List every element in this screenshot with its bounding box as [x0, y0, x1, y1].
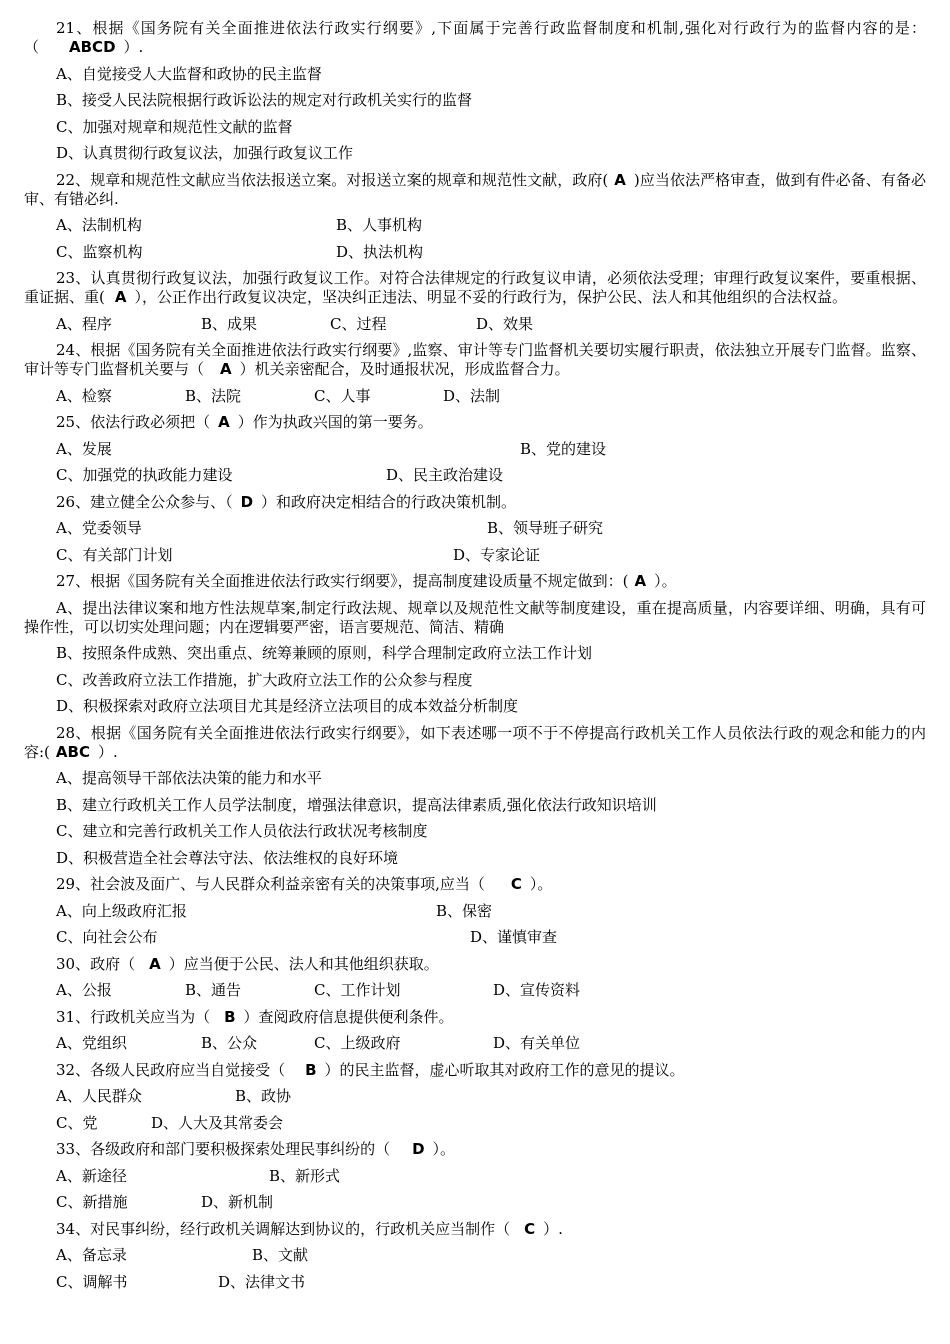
question-text-end: ），公正作出行政复议决定，坚决纠正违法、明显不妥的行政行为，保护公民、法人和其他组织的合法权益。 — [134, 288, 847, 306]
option-item: A、公报 — [56, 981, 112, 999]
question-text: 24、根据《国务院有关全面推进依法行政实行纲要》,监察、审计等专门监督机关要切实履行职责，依法独立开展专门监督。监察、审计等专门监督机关要与（ — [24, 341, 926, 378]
answer-key: A — [614, 170, 626, 189]
option-row — [24, 440, 926, 459]
question-text: 22、规章和规范性文献应当依法报送立案。对报送立案的规章和规范性文献，政府( — [56, 170, 609, 189]
option-row — [24, 796, 926, 815]
question-stem — [24, 1220, 926, 1239]
question-text: 32、各级人民政府应当自觉接受（ — [56, 1060, 286, 1079]
option-row — [24, 387, 926, 406]
answer-key: C — [510, 875, 522, 893]
question-block — [24, 413, 926, 485]
question-block — [24, 269, 926, 334]
option-item: D、谨慎审查 — [470, 928, 558, 946]
question-stem — [24, 269, 926, 307]
option-item: C、改善政府立法工作措施，扩大政府立法工作的公众参与程度 — [56, 670, 473, 689]
option-row — [24, 697, 926, 716]
option-item: B、党的建设 — [520, 439, 607, 458]
option-item: C、向社会公布 — [56, 928, 158, 946]
question-stem — [24, 1140, 926, 1159]
question-block — [24, 19, 926, 163]
option-item: B、文献 — [252, 1246, 309, 1264]
question-stem — [24, 955, 926, 974]
question-text: 29、社会波及面广、与人民群众利益亲密有关的决策事项,应当（ — [56, 875, 485, 893]
option-item: A、向上级政府汇报 — [56, 901, 187, 920]
option-item: A、自觉接受人大监督和政协的民主监督 — [56, 64, 322, 83]
option-row — [24, 1114, 926, 1133]
question-block — [24, 1220, 926, 1292]
option-item: D、法制 — [443, 386, 501, 405]
option-item: A、党组织 — [56, 1034, 127, 1052]
question-text: 27、根据《国务院有关全面推进依法行政实行纲要》，提高制度建设质量不规定做到：( — [56, 572, 629, 590]
option-item: D、执法机构 — [336, 242, 424, 261]
question-text-end: ）。 — [654, 572, 677, 590]
option-row — [24, 1273, 926, 1292]
option-row — [24, 902, 926, 921]
option-item: C、人事 — [314, 386, 371, 405]
question-block — [24, 171, 926, 262]
option-item: D、人大及其常委会 — [151, 1113, 284, 1132]
answer-key: A — [220, 360, 232, 378]
option-item: B、政协 — [235, 1087, 292, 1105]
option-item: D、宣传资料 — [493, 981, 581, 999]
answer-key: ABCD — [69, 38, 116, 56]
answer-key: A — [149, 954, 161, 973]
option-item: D、积极营造全社会尊法守法、依法维权的良好环境 — [56, 848, 399, 867]
question-text: 28、根据《国务院有关全面推进依法行政实行纲要》，如下表述哪一项不于不停提高行政机关工作人员依法行政的观念和能力的内容:( — [24, 723, 926, 761]
question-stem — [24, 341, 926, 379]
option-item: B、公众 — [201, 1034, 258, 1052]
question-text-end: ）. — [543, 1219, 563, 1238]
question-stem — [24, 19, 926, 57]
option-item: C、有关部门计划 — [56, 545, 173, 564]
option-row — [24, 144, 926, 163]
option-item: B、新形式 — [269, 1166, 341, 1185]
option-item: A、备忘录 — [56, 1246, 127, 1264]
question-text: 33、各级政府和部门要积极探索处理民事纠纷的（ — [56, 1140, 391, 1158]
question-block — [24, 1061, 926, 1133]
option-item: D、新机制 — [201, 1193, 274, 1211]
option-row — [24, 822, 926, 841]
question-stem — [24, 572, 926, 591]
option-row — [24, 1246, 926, 1265]
option-item: D、积极探索对政府立法项目尤其是经济立法项目的成本效益分析制度 — [56, 697, 519, 715]
question-text: 30、政府（ — [56, 954, 136, 973]
option-item: B、通告 — [185, 981, 242, 999]
option-item: B、领导班子研究 — [487, 519, 604, 537]
question-stem — [24, 413, 926, 432]
option-row — [24, 928, 926, 947]
answer-key: B — [305, 1060, 317, 1079]
option-row — [24, 546, 926, 565]
answer-key: ABC — [55, 742, 90, 761]
question-text: 25、依法行政必须把（ — [56, 413, 211, 431]
option-item: B、保密 — [436, 901, 493, 920]
option-row — [24, 1193, 926, 1212]
option-item: A、提高领导干部依法决策的能力和水平 — [56, 769, 322, 787]
option-row — [24, 216, 926, 235]
option-item: B、法院 — [185, 386, 242, 405]
question-text: 23、认真贯彻行政复议法，加强行政复议工作。对符合法律规定的行政复议申请，必须依法受理；审理行政复议案件，要重根据、重证据、重( — [24, 269, 926, 306]
question-text: 21、根据《国务院有关全面推进依法行政实行纲要》,下面属于完善行政监督制度和机制,强化对行政行为的监督内容的是：（ — [24, 19, 926, 56]
option-item: C、监察机构 — [56, 242, 143, 261]
option-row — [24, 466, 926, 485]
option-item: D、民主政治建设 — [386, 466, 504, 484]
question-text-end: ）机关亲密配合，及时通报状况，形成监督合力。 — [239, 360, 570, 378]
question-block — [24, 341, 926, 406]
option-item: A、提出法律议案和地方性法规草案,制定行政法规、规章以及规范性文献等制度建设，重在提高质量，内容要详细、明确，具有可操作性，可以切实处理问题；内在逻辑要严密，语言要规范、简洁、精确 — [24, 598, 926, 636]
option-row — [24, 65, 926, 84]
option-item: D、法律文书 — [218, 1272, 306, 1291]
question-text-end: ）作为执政兴国的第一要务。 — [237, 413, 433, 431]
option-item: A、人民群众 — [56, 1087, 142, 1105]
option-item: A、程序 — [56, 314, 112, 333]
question-text-end: ）。 — [432, 1140, 456, 1158]
answer-key: A — [634, 572, 647, 590]
option-item: A、党委领导 — [56, 519, 142, 537]
option-item: C、新措施 — [56, 1193, 128, 1211]
option-item: B、按照条件成熟、突出重点、统筹兼顾的原则，科学合理制定政府立法工作计划 — [56, 644, 593, 662]
question-stem — [24, 1008, 926, 1027]
question-block — [24, 875, 926, 947]
answer-key: C — [524, 1219, 536, 1238]
question-stem — [24, 171, 926, 209]
question-text-end: ）查阅政府信息提供便利条件。 — [243, 1007, 454, 1026]
question-block — [24, 493, 926, 565]
option-item: C、工作计划 — [314, 981, 401, 999]
option-row — [24, 769, 926, 788]
answer-key: D — [412, 1140, 425, 1158]
option-item: C、建立和完善行政机关工作人员依法行政状况考核制度 — [56, 822, 428, 840]
option-row — [24, 118, 926, 137]
answer-key: A — [114, 288, 127, 306]
option-row — [24, 1167, 926, 1186]
question-block — [24, 724, 926, 868]
option-item: C、党 — [56, 1113, 98, 1132]
answer-key: A — [218, 413, 230, 431]
option-row — [24, 1087, 926, 1106]
option-item: D、有关单位 — [493, 1034, 581, 1052]
answer-key: B — [224, 1007, 236, 1026]
option-row — [24, 519, 926, 538]
option-item: C、加强对规章和规范性文献的监督 — [56, 117, 293, 136]
question-stem — [24, 1061, 926, 1080]
option-row — [24, 671, 926, 690]
question-text: 34、对民事纠纷，经行政机关调解达到协议的，行政机关应当制作（ — [56, 1219, 511, 1238]
question-block — [24, 955, 926, 1001]
option-item: A、新途径 — [56, 1166, 127, 1185]
option-row — [24, 91, 926, 110]
question-text-end: ）. — [123, 38, 144, 56]
option-item: D、认真贯彻行政复议法，加强行政复议工作 — [56, 144, 354, 162]
question-block — [24, 1140, 926, 1212]
option-item: A、检察 — [56, 386, 112, 405]
option-row — [24, 1034, 926, 1053]
question-stem — [24, 724, 926, 762]
option-item: B、建立行政机关工作人员学法制度，增强法律意识，提高法律素质,强化依法行政知识培训 — [56, 795, 657, 814]
option-item: C、调解书 — [56, 1272, 128, 1291]
answer-key: D — [240, 492, 254, 511]
question-block — [24, 1008, 926, 1054]
question-text-end: ）和政府决定相结合的行政决策机制。 — [261, 492, 517, 511]
question-text: 26、建立健全公众参与、（ — [56, 492, 233, 511]
question-text-end: ）. — [97, 742, 118, 761]
option-item: B、成果 — [201, 314, 258, 333]
option-row — [24, 243, 926, 262]
question-stem — [24, 493, 926, 512]
question-text: 31、行政机关应当为（ — [56, 1007, 211, 1026]
question-text-end: ）。 — [529, 875, 553, 893]
question-text-end: ）应当便于公民、法人和其他组织获取。 — [168, 954, 439, 973]
question-stem — [24, 875, 926, 894]
question-text-end: )应当依法严格审查，做到有件必备、有备必审、有错必纠. — [24, 170, 926, 208]
option-item: D、专家论证 — [453, 545, 541, 564]
option-row — [24, 315, 926, 334]
question-text-end: ）的民主监督，虚心听取其对政府工作的意见的提议。 — [324, 1060, 685, 1079]
option-item: B、接受人民法院根据行政诉讼法的规定对行政机关实行的监督 — [56, 91, 473, 109]
option-item: C、上级政府 — [314, 1034, 401, 1052]
option-item: A、发展 — [56, 439, 112, 458]
option-item: C、过程 — [330, 314, 387, 333]
option-item: D、效果 — [476, 314, 534, 333]
option-row — [24, 644, 926, 663]
option-row — [24, 849, 926, 868]
option-row — [24, 981, 926, 1000]
option-item: B、人事机构 — [336, 216, 423, 234]
question-block — [24, 572, 926, 716]
option-item: C、加强党的执政能力建设 — [56, 466, 233, 484]
option-item: A、法制机构 — [56, 216, 142, 234]
